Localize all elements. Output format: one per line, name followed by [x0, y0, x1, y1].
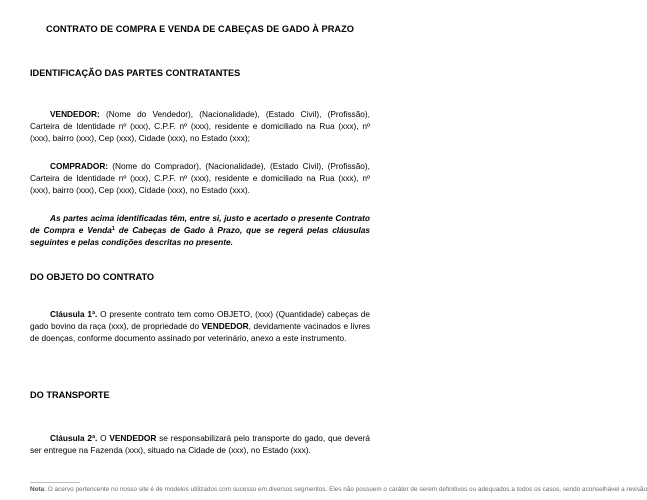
clause-2-label: Cláusula 2ª.: [50, 433, 98, 443]
clause-1-text-b: , devidamente vacinados e livres de doenças, conforme documento assinado por veterinário, anexo a este instrumento.: [30, 321, 370, 343]
footnote-label: Nota: [30, 486, 45, 493]
clause-1-vendedor: VENDEDOR: [201, 321, 249, 331]
clause-2-text-b: se responsabilizará pelo transporte do gado, que deverá ser entregue na Fazenda (xxx), situado na Cidade de (xxx), no Estado (xxx).: [30, 433, 370, 455]
section-heading-identificacao: IDENTIFICAÇÃO DAS PARTES CONTRATANTES: [30, 68, 241, 78]
clause-1-text-a: O presente contrato tem como OBJETO, (xxx) (Quantidade) cabeças de gado bovino da raça (xxx), de propriedade do: [30, 309, 370, 331]
vendedor-label: VENDEDOR:: [50, 109, 100, 119]
vendedor-text: (Nome do Vendedor), (Nacionalidade), (Estado Civil), (Profissão), Carteira de Identidade nº (xxx), C.P.F. nº (xxx), residente e domiciliado na Rua (xxx), nº (xxx), bairro (xxx), Cep (xxx), Cidade (xxx), no Estado (xxx);: [30, 109, 370, 143]
clause-2-vendedor: VENDEDOR: [109, 433, 157, 443]
comprador-paragraph: [30, 160, 370, 196]
clause-1-label: Cláusula 1ª.: [50, 309, 98, 319]
footnote-divider: [30, 482, 80, 483]
comprador-label: COMPRADOR:: [50, 161, 109, 171]
clause-2-text-a: O: [97, 433, 110, 443]
statement-part1: As partes acima identificadas têm, entre si, justo e acertado o presente Contrato de Compra e Venda: [30, 213, 370, 235]
statement-part2: de Cabeças de Gado à Prazo, que se regerá pelas cláusulas seguintes e pelas condições descritas no presente.: [30, 225, 371, 247]
clause-1-paragraph: [30, 308, 370, 344]
document-title: CONTRATO DE COMPRA E VENDA DE CABEÇAS DE GADO À PRAZO: [46, 24, 354, 34]
comprador-text: (Nome do Comprador), (Nacionalidade), (Estado Civil), (Profissão), Carteira de Identidade nº (xxx), C.P.F. nº (xxx), residente e domiciliado na Rua (xxx), nº (xxx), bairro (xxx), Cep (xxx), Cidade (xxx), no Estado (xxx).: [30, 161, 370, 195]
footnote: [30, 486, 647, 500]
clause-2-paragraph: [30, 432, 370, 456]
section-heading-transporte: DO TRANSPORTE: [30, 390, 110, 400]
footnote-marker: 1: [111, 226, 115, 232]
section-heading-objeto: DO OBJETO DO CONTRATO: [30, 272, 155, 282]
parties-statement: [30, 212, 370, 248]
vendedor-paragraph: [30, 108, 370, 144]
footnote-text: : O acervo pertencente no nosso site é de modelos utilizados com sucesso em diversos segmentos. Eles não possuem o caráter de serem definitivos ou adequados a todos os casos, sendo aconselhável a revisão: [44, 486, 647, 493]
